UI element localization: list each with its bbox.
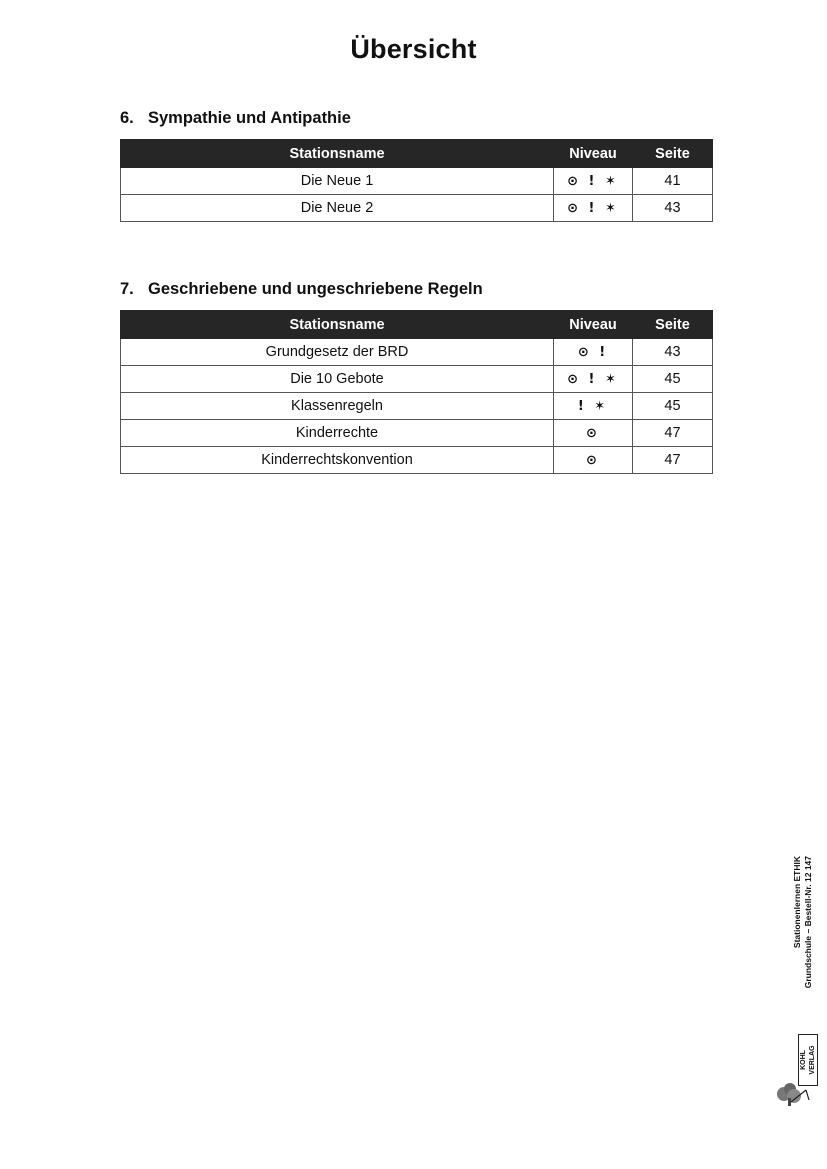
niveau-symbols: ⊙ ! ✶ bbox=[554, 168, 633, 195]
table-row bbox=[121, 195, 713, 222]
imprint-line-order: Grundschule – Bestell-Nr. 12 147 bbox=[803, 856, 813, 989]
section-heading bbox=[120, 107, 712, 129]
station-name: Die Neue 2 bbox=[121, 195, 554, 222]
column-header-stationsname: Stationsname bbox=[121, 140, 554, 168]
column-header-seite: Seite bbox=[633, 140, 713, 168]
column-header-seite: Seite bbox=[633, 311, 713, 339]
station-name: Die 10 Gebote bbox=[121, 366, 554, 393]
niveau-symbols: ⊙ bbox=[554, 420, 633, 447]
page-number: 43 bbox=[633, 339, 713, 366]
station-name: Kinderrechtskonvention bbox=[121, 447, 554, 474]
table-header-row bbox=[121, 311, 713, 339]
station-name: Kinderrechte bbox=[121, 420, 554, 447]
table-header-row bbox=[121, 140, 713, 168]
section-title: Sympathie und Antipathie bbox=[148, 109, 351, 127]
column-header-niveau: Niveau bbox=[554, 311, 633, 339]
column-header-stationsname: Stationsname bbox=[121, 311, 554, 339]
column-header-niveau: Niveau bbox=[554, 140, 633, 168]
niveau-symbols: ⊙ ! ✶ bbox=[554, 195, 633, 222]
tree-logo-icon bbox=[774, 1078, 814, 1106]
page-number: 47 bbox=[633, 420, 713, 447]
station-name: Grundgesetz der BRD bbox=[121, 339, 554, 366]
section-regeln bbox=[120, 278, 712, 474]
niveau-symbols: ! ✶ bbox=[554, 393, 633, 420]
page-number: 45 bbox=[633, 393, 713, 420]
stations-table bbox=[120, 310, 713, 474]
page-number: 43 bbox=[633, 195, 713, 222]
section-title: Geschriebene und ungeschriebene Regeln bbox=[148, 280, 483, 298]
section-heading bbox=[120, 278, 712, 300]
table-row bbox=[121, 339, 713, 366]
table-row bbox=[121, 168, 713, 195]
table-row bbox=[121, 393, 713, 420]
station-name: Klassenregeln bbox=[121, 393, 554, 420]
section-sympathie bbox=[120, 107, 712, 222]
imprint-line-series: Stationenlernen ETHIK bbox=[792, 856, 802, 949]
page-number: 45 bbox=[633, 366, 713, 393]
publisher-label: KOHL VERLAG bbox=[798, 1034, 818, 1086]
section-number: 6. bbox=[120, 109, 134, 127]
section-number: 7. bbox=[120, 280, 134, 298]
imprint-text bbox=[792, 856, 814, 1042]
niveau-symbols: ⊙ ! ✶ bbox=[554, 366, 633, 393]
niveau-symbols: ⊙ bbox=[554, 447, 633, 474]
page-number: 41 bbox=[633, 168, 713, 195]
imprint bbox=[788, 850, 818, 1100]
niveau-symbols: ⊙ ! bbox=[554, 339, 633, 366]
table-row bbox=[121, 447, 713, 474]
page-title: Übersicht bbox=[350, 34, 477, 64]
stations-table bbox=[120, 139, 713, 222]
station-name: Die Neue 1 bbox=[121, 168, 554, 195]
table-row bbox=[121, 420, 713, 447]
table-row bbox=[121, 366, 713, 393]
page-number: 47 bbox=[633, 447, 713, 474]
publisher-mark bbox=[800, 1032, 814, 1084]
